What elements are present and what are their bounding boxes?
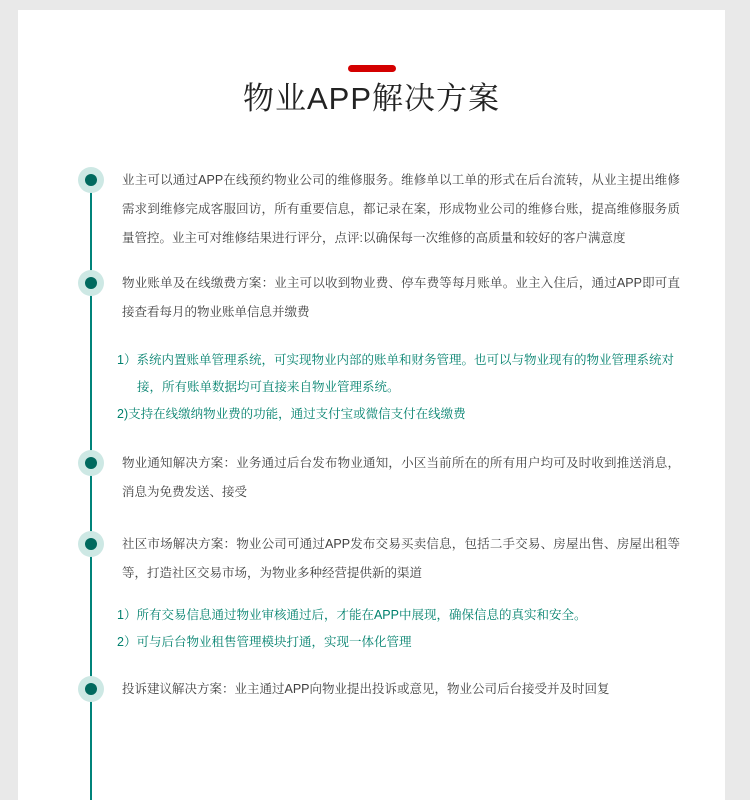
content-card bbox=[18, 10, 725, 800]
bullet-dot-icon bbox=[85, 174, 97, 186]
timeline-item bbox=[122, 530, 680, 588]
timeline-note bbox=[117, 602, 680, 656]
timeline-note bbox=[117, 347, 680, 428]
page-title: 物业APP解决方案 bbox=[242, 81, 501, 116]
note-line: 1）所有交易信息通过物业审核通过后，才能在APP中展现，确保信息的真实和安全。 bbox=[117, 608, 587, 622]
timeline bbox=[18, 166, 725, 704]
timeline-bullet-icon bbox=[78, 676, 104, 702]
item-text: 业主可以通过APP在线预约物业公司的维修服务。维修单以工单的形式在后台流转，从业主提出维修需求到维修完成客服回访，所有重要信息，都记录在案，形成物业公司的维修台账，提高维修服务质量管控。业主可对维修结果进行评分，点评:以确保每一次维修的高质量和较好的客户满意度 bbox=[122, 173, 680, 245]
bullet-dot-icon bbox=[85, 457, 97, 469]
timeline-item bbox=[122, 675, 680, 704]
bullet-dot-icon bbox=[85, 538, 97, 550]
bullet-dot-icon bbox=[85, 277, 97, 289]
timeline-item bbox=[122, 166, 680, 253]
item-text: 物业通知解决方案：业务通过后台发布物业通知，小区当前所在的所有用户均可及时收到推送消息，消息为免费发送、接受 bbox=[122, 456, 680, 499]
timeline-bullet-icon bbox=[78, 270, 104, 296]
item-text: 物业账单及在线缴费方案：业主可以收到物业费、停车费等每月账单。业主入住后，通过APP即可直接查看每月的物业账单信息并缴费 bbox=[122, 276, 680, 319]
bullet-dot-icon bbox=[85, 683, 97, 695]
note-line: 2)支持在线缴纳物业费的功能，通过支付宝或微信支付在线缴费 bbox=[117, 407, 466, 421]
item-text: 投诉建议解决方案：业主通过APP向物业提出投诉或意见，物业公司后台接受并及时回复 bbox=[122, 682, 610, 696]
page-header bbox=[18, 10, 725, 117]
note-line: 2）可与后台物业租售管理模块打通，实现一体化管理 bbox=[117, 635, 412, 649]
note-line: 1）系统内置账单管理系统，可实现物业内部的账单和财务管理。也可以与物业现有的物业管理系统对接，所有账单数据均可直接来自物业管理系统。 bbox=[117, 353, 674, 394]
timeline-item bbox=[122, 449, 680, 507]
timeline-bullet-icon bbox=[78, 450, 104, 476]
accent-bar bbox=[348, 65, 396, 72]
timeline-bullet-icon bbox=[78, 531, 104, 557]
item-text: 社区市场解决方案：物业公司可通过APP发布交易买卖信息，包括二手交易、房屋出售、房屋出租等等，打造社区交易市场，为物业多种经营提供新的渠道 bbox=[122, 537, 680, 580]
timeline-bullet-icon bbox=[78, 167, 104, 193]
timeline-item bbox=[122, 269, 680, 327]
